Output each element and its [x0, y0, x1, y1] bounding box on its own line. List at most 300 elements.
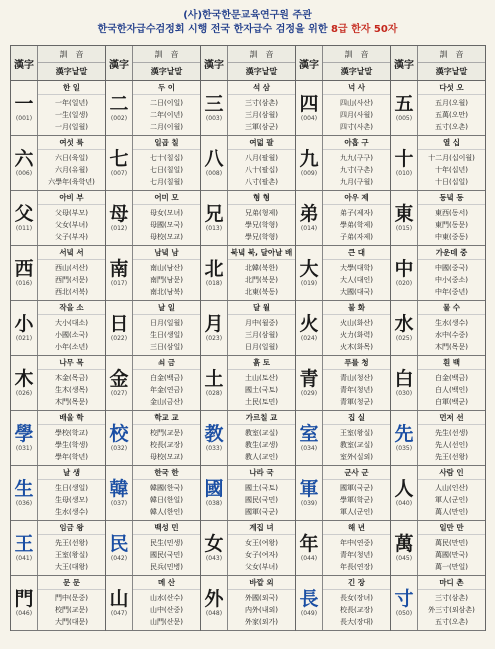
- example-word: 軍人(군인): [435, 496, 468, 504]
- hanja-cell: [391, 466, 485, 521]
- hanja-meaning-sound: 먼저 선: [418, 411, 485, 425]
- hanja-number: (019): [300, 280, 318, 287]
- example-word: 火山(화산): [340, 319, 373, 327]
- hanja-meaning-sound: 큰 대: [323, 246, 390, 260]
- example-word: 先人(선인): [435, 441, 468, 449]
- example-word: 國民(국민): [150, 551, 183, 559]
- hanja-character: 長: [299, 588, 319, 610]
- example-word: 十年(십년): [435, 166, 468, 174]
- hanja-box: [106, 81, 133, 135]
- example-word: 四寸(사촌): [340, 123, 373, 131]
- hanja-cell: [296, 191, 390, 246]
- hanja-character: 白: [394, 368, 414, 390]
- example-word: 韓國(한국): [150, 484, 183, 492]
- hanja-number: (010): [395, 170, 413, 177]
- example-word: 教室(교실): [245, 429, 278, 437]
- hanja-info: [38, 356, 105, 410]
- example-word: 中小(중소): [435, 276, 468, 284]
- example-word: 國軍(국군): [340, 484, 373, 492]
- hanja-character: 學: [14, 423, 34, 445]
- example-word: 女子(여자): [245, 551, 278, 559]
- hanja-info: [133, 246, 200, 300]
- example-word: 長女(장녀): [340, 594, 373, 602]
- example-word: 民生(민생): [150, 539, 183, 547]
- example-word: 十二月(십이월): [428, 154, 475, 162]
- example-word: 青年(청년): [340, 386, 373, 394]
- hanja-info: [133, 521, 200, 575]
- hanja-info: [228, 81, 295, 135]
- hanja-number: (021): [15, 335, 33, 342]
- hanja-info: [133, 411, 200, 465]
- hanja-meaning-sound: 작을 소: [38, 301, 105, 315]
- hanja-number: (034): [300, 445, 318, 452]
- hanja-number: (037): [110, 500, 128, 507]
- hanja-info: [228, 136, 295, 190]
- header-organizer: (사)한국한문교육연구원 주관: [183, 10, 312, 21]
- hanja-number: (007): [110, 170, 128, 177]
- hanja-info: [323, 521, 390, 575]
- example-word: 三軍(삼군): [245, 123, 278, 131]
- example-word: 萬民(만민): [435, 539, 468, 547]
- hanja-meaning-sound: 여덟 팔: [228, 136, 295, 150]
- hanja-cell: [296, 576, 390, 631]
- hanja-box: [11, 81, 38, 135]
- hanja-meaning-sound: 바깥 외: [228, 576, 295, 590]
- hanja-meaning-sound: 해 년: [323, 521, 390, 535]
- hanja-cell: [106, 356, 200, 411]
- hanja-character: 月: [204, 313, 224, 335]
- hanja-character: 大: [299, 258, 319, 280]
- example-words: [418, 95, 485, 135]
- hanja-box: [296, 81, 323, 135]
- hanja-box: [391, 246, 418, 300]
- hanja-character: 教: [204, 423, 224, 445]
- hanja-meaning-sound: 아홉 구: [323, 136, 390, 150]
- hanja-character: 母: [109, 203, 129, 225]
- example-word: 大門(대문): [55, 618, 88, 626]
- example-words: [418, 425, 485, 465]
- example-word: 外國(외국): [245, 594, 278, 602]
- column-header-hunum: 訓 音: [418, 46, 485, 63]
- example-word: 青軍(청군): [340, 398, 373, 406]
- hanja-info: [323, 576, 390, 630]
- hanja-cell: [106, 576, 200, 631]
- example-words: [228, 480, 295, 520]
- hanja-cell: [201, 466, 295, 521]
- hanja-info: [228, 191, 295, 245]
- hanja-meaning-sound: 날 생: [38, 466, 105, 480]
- hanja-box: [391, 191, 418, 245]
- hanja-number: (018): [205, 280, 223, 287]
- column-header-right: [133, 46, 200, 80]
- example-word: 小國(소국): [55, 331, 88, 339]
- example-words: [418, 480, 485, 520]
- hanja-cell: [11, 466, 105, 521]
- example-word: 木金(목금): [55, 374, 88, 382]
- example-word: 火木(화목): [340, 343, 373, 351]
- hanja-box: [106, 466, 133, 520]
- hanja-number: (040): [395, 500, 413, 507]
- hanja-number: (026): [15, 390, 33, 397]
- hanja-cell: [296, 81, 390, 136]
- hanja-number: (002): [110, 115, 128, 122]
- example-word: 學弟(학제): [340, 221, 373, 229]
- example-word: 外三寸(외삼촌): [428, 606, 475, 614]
- example-word: 父女(부녀): [245, 563, 278, 571]
- hanja-number: (050): [395, 610, 413, 617]
- example-word: 國軍(국군): [245, 508, 278, 516]
- hanja-character: 日: [109, 313, 129, 335]
- example-words: [38, 150, 105, 190]
- example-words: [133, 590, 200, 630]
- example-word: 西門(서문): [55, 276, 88, 284]
- hanja-cell: [296, 466, 390, 521]
- example-words: [418, 370, 485, 410]
- hanja-cell: [106, 246, 200, 301]
- example-word: 土民(토민): [245, 398, 278, 406]
- hanja-box: [11, 191, 38, 245]
- column-header: [296, 45, 390, 81]
- example-words: [418, 260, 485, 300]
- hanja-cell: [11, 521, 105, 576]
- hanja-character: 土: [204, 368, 224, 390]
- example-word: 六月(유월): [55, 166, 88, 174]
- hanja-number: (008): [205, 170, 223, 177]
- hanja-info: [228, 521, 295, 575]
- hanja-box: [296, 521, 323, 575]
- hanja-meaning-sound: 학교 교: [133, 411, 200, 425]
- hanja-character: 五: [394, 93, 414, 115]
- hanja-box: [296, 136, 323, 190]
- hanja-character: 兄: [204, 203, 224, 225]
- hanja-cell: [11, 136, 105, 191]
- example-words: [418, 590, 485, 630]
- example-word: 門中(문중): [55, 594, 88, 602]
- example-words: [228, 370, 295, 410]
- hanja-meaning-sound: 집 실: [323, 411, 390, 425]
- column-header-right: [38, 46, 105, 80]
- example-words: [38, 95, 105, 135]
- example-word: 女王(여왕): [245, 539, 278, 547]
- hanja-cell: [11, 411, 105, 466]
- example-word: 白金(백금): [150, 374, 183, 382]
- example-words: [133, 95, 200, 135]
- hanja-number: (014): [300, 225, 318, 232]
- example-word: 國民(국민): [245, 496, 278, 504]
- example-word: 八十(팔십): [245, 166, 278, 174]
- hanja-box: [11, 521, 38, 575]
- hanja-number: (029): [300, 390, 318, 397]
- hanja-number: (024): [300, 335, 318, 342]
- hanja-box: [11, 246, 38, 300]
- example-word: 先生(선생): [435, 429, 468, 437]
- hanja-character: 南: [109, 258, 129, 280]
- example-word: 中東(중동): [435, 233, 468, 241]
- example-word: 母國(모국): [150, 221, 183, 229]
- hanja-character: 國: [204, 478, 224, 500]
- hanja-number: (047): [110, 610, 128, 617]
- hanja-meaning-sound: 여섯 륙: [38, 136, 105, 150]
- example-word: 萬一(만일): [435, 563, 468, 571]
- hanja-meaning-sound: 흙 토: [228, 356, 295, 370]
- hanja-meaning-sound: 남녘 남: [133, 246, 200, 260]
- example-words: [228, 150, 295, 190]
- hanja-info: [38, 301, 105, 355]
- hanja-meaning-sound: 가운데 중: [418, 246, 485, 260]
- example-word: 子弟(자제): [340, 233, 373, 241]
- column-header-hanja: 漢字: [391, 46, 418, 80]
- example-words: [38, 590, 105, 630]
- hanja-cell: [106, 521, 200, 576]
- hanja-number: (035): [395, 445, 413, 452]
- example-words: [228, 260, 295, 300]
- hanja-info: [418, 466, 485, 520]
- hanja-box: [201, 246, 228, 300]
- hanja-character: 王: [14, 533, 34, 555]
- hanja-cell: [391, 356, 485, 411]
- hanja-info: [133, 191, 200, 245]
- hanja-box: [201, 466, 228, 520]
- hanja-character: 寸: [394, 588, 414, 610]
- example-words: [323, 95, 390, 135]
- hanja-meaning-sound: 북녘 북, 달아날 배: [228, 246, 295, 260]
- hanja-number: (003): [205, 115, 223, 122]
- example-words: [133, 150, 200, 190]
- hanja-cell: [296, 356, 390, 411]
- hanja-character: 人: [394, 478, 414, 500]
- example-word: 生木(생목): [55, 386, 88, 394]
- example-word: 學校(학교): [55, 429, 88, 437]
- hanja-number: (030): [395, 390, 413, 397]
- hanja-character: 生: [14, 478, 34, 500]
- hanja-info: [133, 576, 200, 630]
- hanja-cell: [106, 411, 200, 466]
- hanja-cell: [11, 356, 105, 411]
- example-words: [418, 150, 485, 190]
- column-header-hanja: 漢字: [201, 46, 228, 80]
- hanja-info: [228, 411, 295, 465]
- hanja-number: (001): [15, 115, 33, 122]
- hanja-box: [296, 576, 323, 630]
- hanja-meaning-sound: 푸를 청: [323, 356, 390, 370]
- example-word: 北東(북동): [245, 288, 278, 296]
- hanja-box: [391, 136, 418, 190]
- hanja-info: [133, 136, 200, 190]
- example-word: 二年(이년): [150, 111, 183, 119]
- example-word: 火力(화력): [340, 331, 373, 339]
- example-word: 大學(대학): [340, 264, 373, 272]
- example-word: 王室(왕실): [340, 429, 373, 437]
- hanja-info: [38, 411, 105, 465]
- hanja-number: (005): [395, 115, 413, 122]
- column-header: [391, 45, 485, 81]
- hanja-character: 先: [394, 423, 414, 445]
- example-word: 山水(산수): [150, 594, 183, 602]
- hanja-character: 弟: [299, 203, 319, 225]
- hanja-cell: [391, 81, 485, 136]
- hanja-meaning-sound: 불 화: [323, 301, 390, 315]
- hanja-cell: [106, 191, 200, 246]
- hanja-box: [11, 576, 38, 630]
- hanja-number: (023): [205, 335, 223, 342]
- hanja-box: [106, 191, 133, 245]
- hanja-box: [391, 411, 418, 465]
- example-word: 一生(일생): [55, 111, 88, 119]
- example-word: 八寸(팔촌): [245, 178, 278, 186]
- hanja-meaning-sound: 형 형: [228, 191, 295, 205]
- hanja-character: 七: [109, 148, 129, 170]
- example-word: 國土(국토): [245, 484, 278, 492]
- hanja-meaning-sound: 일곱 칠: [133, 136, 200, 150]
- hanja-meaning-sound: 문 문: [38, 576, 105, 590]
- hanja-number: (031): [15, 445, 33, 452]
- hanja-number: (022): [110, 335, 128, 342]
- example-word: 生日(생일): [150, 331, 183, 339]
- hanja-info: [323, 301, 390, 355]
- example-words: [418, 205, 485, 245]
- hanja-meaning-sound: 흰 백: [418, 356, 485, 370]
- column-header-hunum: 訓 音: [323, 46, 390, 63]
- example-word: 木門(목문): [435, 343, 468, 351]
- example-word: 六日(육일): [55, 154, 88, 162]
- hanja-character: 木: [14, 368, 34, 390]
- hanja-character: 六: [14, 148, 34, 170]
- hanja-info: [228, 301, 295, 355]
- example-word: 七十(칠십): [150, 154, 183, 162]
- hanja-character: 萬: [394, 533, 414, 555]
- hanja-info: [418, 81, 485, 135]
- example-word: 五萬(오만): [435, 111, 468, 119]
- example-words: [323, 260, 390, 300]
- example-word: 六學年(육학년): [48, 178, 95, 186]
- example-words: [323, 370, 390, 410]
- example-word: 南北(남북): [150, 288, 183, 296]
- hanja-meaning-sound: 넉 사: [323, 81, 390, 95]
- hanja-number: (032): [110, 445, 128, 452]
- hanja-cell: [106, 466, 200, 521]
- hanja-info: [38, 521, 105, 575]
- hanja-cell: [201, 81, 295, 136]
- hanja-box: [391, 466, 418, 520]
- example-word: 中國(중국): [435, 264, 468, 272]
- example-word: 西山(서산): [55, 264, 88, 272]
- example-words: [38, 425, 105, 465]
- hanja-cell: [11, 246, 105, 301]
- hanja-character: 女: [204, 533, 224, 555]
- example-word: 校門(교문): [55, 606, 88, 614]
- hanja-cell: [391, 521, 485, 576]
- hanja-number: (039): [300, 500, 318, 507]
- example-word: 萬人(만인): [435, 508, 468, 516]
- example-word: 日月(일월): [245, 343, 278, 351]
- hanja-number: (004): [300, 115, 318, 122]
- hanja-character: 十: [394, 148, 414, 170]
- example-word: 二日(이일): [150, 99, 183, 107]
- hanja-number: (013): [205, 225, 223, 232]
- hanja-meaning-sound: 쇠 금: [133, 356, 200, 370]
- hanja-box: [11, 301, 38, 355]
- hanja-box: [201, 356, 228, 410]
- example-words: [38, 205, 105, 245]
- example-word: 南門(남문): [150, 276, 183, 284]
- example-word: 韓人(한인): [150, 508, 183, 516]
- example-words: [38, 315, 105, 355]
- hanja-character: 軍: [299, 478, 319, 500]
- column-header-right: [418, 46, 485, 80]
- example-words: [38, 370, 105, 410]
- example-word: 水中(수중): [435, 331, 468, 339]
- hanja-box: [201, 411, 228, 465]
- hanja-number: (046): [15, 610, 33, 617]
- hanja-info: [133, 301, 200, 355]
- hanja-character: 山: [109, 588, 129, 610]
- hanja-info: [418, 301, 485, 355]
- example-word: 校長(교장): [150, 441, 183, 449]
- hanja-number: (012): [110, 225, 128, 232]
- hanja-box: [11, 356, 38, 410]
- hanja-cell: [11, 576, 105, 631]
- hanja-number: (028): [205, 390, 223, 397]
- example-word: 生水(생수): [55, 508, 88, 516]
- hanja-cell: [201, 521, 295, 576]
- column-header-hanja: 漢字: [296, 46, 323, 80]
- example-word: 外家(외가): [245, 618, 278, 626]
- column-header-words: 漢字낱말: [245, 67, 278, 76]
- example-words: [133, 205, 200, 245]
- hanja-cell: [201, 411, 295, 466]
- hanja-cell: [201, 356, 295, 411]
- example-words: [38, 480, 105, 520]
- example-word: 學兄(학형): [245, 233, 278, 241]
- hanja-character: 火: [299, 313, 319, 335]
- table-column: [296, 45, 391, 631]
- hanja-meaning-sound: 배울 학: [38, 411, 105, 425]
- hanja-info: [38, 191, 105, 245]
- example-words: [228, 315, 295, 355]
- hanja-character: 中: [394, 258, 414, 280]
- hanja-info: [418, 136, 485, 190]
- hanja-character: 一: [14, 93, 34, 115]
- example-words: [418, 535, 485, 575]
- example-word: 青山(청산): [340, 374, 373, 382]
- example-word: 教室(교실): [340, 441, 373, 449]
- example-word: 父女(부녀): [55, 221, 88, 229]
- hanja-character: 九: [299, 148, 319, 170]
- hanja-info: [38, 136, 105, 190]
- hanja-character: 東: [394, 203, 414, 225]
- example-word: 民兵(민병): [150, 563, 183, 571]
- hanja-number: (049): [300, 610, 318, 617]
- hanja-meaning-sound: 군사 군: [323, 466, 390, 480]
- column-header-hunum: 訓 音: [133, 46, 200, 63]
- example-word: 土山(토산): [245, 374, 278, 382]
- hanja-meaning-sound: 사람 인: [418, 466, 485, 480]
- hanja-info: [323, 191, 390, 245]
- example-word: 軍人(군인): [340, 508, 373, 516]
- hanja-box: [201, 191, 228, 245]
- example-word: 金山(금산): [150, 398, 183, 406]
- hanja-info: [228, 466, 295, 520]
- hanja-info: [38, 246, 105, 300]
- example-word: 日月(일월): [150, 319, 183, 327]
- hanja-cell: [201, 246, 295, 301]
- example-word: 教生(교생): [245, 441, 278, 449]
- example-words: [228, 205, 295, 245]
- hanja-number: (042): [110, 555, 128, 562]
- example-word: 二月(이월): [150, 123, 183, 131]
- hanja-info: [38, 81, 105, 135]
- example-word: 南山(남산): [150, 264, 183, 272]
